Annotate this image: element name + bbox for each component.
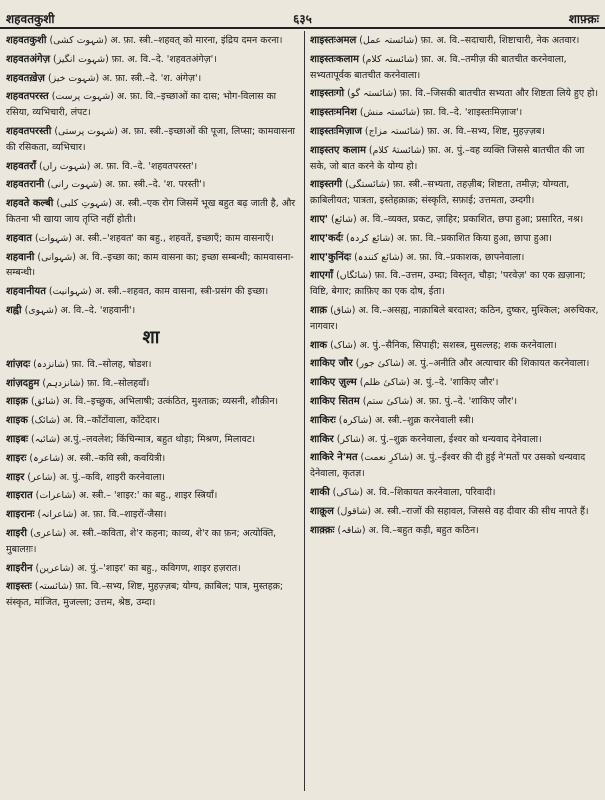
entry-headword: शाइर [6, 471, 25, 483]
entry-definition: अ. पुं.–दे. 'शाकिए जौर'। [412, 377, 499, 389]
dictionary-entry [310, 303, 600, 335]
dictionary-entry [310, 485, 600, 501]
entry-urdu-spelling: (شہوی) [24, 304, 58, 316]
entry-definition: अ. वि.–दे. 'शहवानी'। [60, 304, 136, 316]
page-number: ६३५ [293, 12, 312, 26]
entry-definition: अ.पुं.–लवलेश; किंचिन्मात्र, बहुत थोड़ा; मिश्रण, मिलावट। [63, 433, 256, 445]
dictionary-entry [6, 470, 296, 486]
entry-definition: फ़ा. वि.–उत्तम, उम्दा; विस्तृत, चौड़ा; 'परवेज़' का एक ख़ज़ाना; विष्टि, बेगार; क़ाफ़िए का एक दोष, ईता। [310, 270, 586, 298]
entry-definition: अ. स्त्री.–शहवत, काम वासना, स्त्री-प्रसंग की इच्छा। [94, 286, 269, 298]
entry-definition: अ. स्त्री.–एक रोग जिसमें भूख बहुत बढ़ जाती है, और कितना भी खाया जाय तृप्ति नहीं होती। [6, 198, 296, 225]
dictionary-entry [6, 52, 296, 68]
entry-headword: शाइस्तःमिज़ाज [310, 125, 362, 137]
entry-headword: शाइस्तःकलाम [310, 53, 359, 65]
entry-headword: शाइक [6, 415, 28, 427]
dictionary-entry [6, 250, 296, 282]
entry-definition: अ. वि.–असह्य, नाक़ाबिले बरदाश्त; कठिन, दुष्कर, मुश्किल; अरुचिकर, नागवार। [310, 304, 599, 332]
entry-definition: फ़ा. स्त्री.–सभ्यता, तहज़ीब; शिष्टता, तमीज़; योग्यता, क़ाबिलीयत; पात्रता, इस्तेहक़ाक़; संस्कृति, सफ़ाई; उत्तमता, उम्दगी। [310, 179, 570, 207]
entry-urdu-spelling: (شائستہ کلام) [361, 53, 419, 65]
dictionary-entry [6, 488, 296, 504]
entry-definition: अ. फ़ा. वि.–प्रकाशित किया हुआ, छापा हुआ। [396, 232, 552, 244]
entry-headword: शाइस्तःअमल [310, 35, 357, 46]
dictionary-entry [6, 451, 296, 467]
entry-urdu-spelling: (شائستہ مزاج) [364, 125, 425, 137]
header-rule [0, 27, 605, 29]
entry-urdu-spelling: (شاقول) [336, 505, 372, 517]
dictionary-entry [310, 177, 600, 209]
entry-definition: फ़ा. अ. वि.–सभ्य, शिष्ट, मुहज़्ज़ब। [427, 125, 545, 137]
dictionary-entry [310, 143, 600, 175]
dictionary-entry [6, 413, 296, 429]
entry-urdu-spelling: (شاق) [330, 304, 356, 316]
entry-urdu-spelling: (شاکیٔ ستم) [362, 395, 413, 407]
entry-headword: शाइरानः [6, 509, 35, 521]
entry-urdu-spelling: (شہوت راں) [39, 160, 91, 172]
entry-urdu-spelling: (شاکی) [332, 486, 363, 498]
entry-headword: शहवतराँ [6, 160, 37, 172]
entry-headword: शाकिरः [310, 414, 336, 426]
entry-urdu-spelling: (شاک) [330, 339, 357, 351]
entry-headword: शाइरी [6, 527, 27, 539]
entry-definition: फ़ा. वि.–सभ्य, शिष्ट, मुहज़्ज़ब; योग्य, क़ाबिल; पात्र, मुस्तहक़; संस्कृत, मांजित, मुजल्ला; उत्तम, श्रेष्ठ, उम्दा। [6, 581, 284, 609]
entry-urdu-spelling: (شاعری) [29, 527, 67, 539]
entry-urdu-spelling: (شائستہ عمل) [359, 35, 418, 46]
entry-definition: अ. फ़ा. स्त्री.–दे. 'श. अंगेज़'। [102, 72, 202, 84]
entry-definition: फ़ा. वि.–जिसकी बातचीत सभ्यता और शिष्टता लिये हुए हो। [399, 88, 599, 100]
entry-headword: शाकिए जौर [310, 358, 353, 370]
entry-headword: शाइरात [6, 490, 33, 502]
entry-urdu-spelling: (شہوت پرستی) [54, 125, 118, 137]
dictionary-entry [310, 394, 600, 410]
entry-definition: फ़ा. अ. वि.–तमीज़ की बातचीत करनेवाला, सभ्यतापूर्वक बातचीत करनेवाला। [310, 53, 567, 81]
entry-urdu-spelling: (شائک) [30, 415, 61, 427]
dictionary-entry [310, 52, 600, 84]
dictionary-entry [310, 432, 600, 448]
dictionary-entry [6, 231, 296, 247]
dictionary-entry [6, 177, 296, 193]
entry-urdu-spelling: (شائع کردہ) [345, 232, 394, 244]
dictionary-entry [6, 284, 296, 300]
dictionary-entry [6, 196, 296, 228]
entry-urdu-spelling: (شہوت رانی) [47, 179, 103, 191]
header-last-word: शाफ़्क़ः [568, 12, 599, 26]
entry-headword: शाए'कर्दः [310, 232, 343, 244]
dictionary-entry [6, 159, 296, 175]
dictionary-entry [310, 450, 600, 482]
dictionary-entry [6, 507, 296, 523]
dictionary-entry [6, 526, 296, 558]
dictionary-entry [310, 375, 600, 391]
entry-headword: शहवात [6, 232, 32, 244]
entry-definition: अ. वि.–काँटोंवाला, काँटेदार। [63, 415, 160, 427]
dictionary-entry [310, 33, 600, 49]
entry-urdu-spelling: (شہوانی) [37, 251, 76, 263]
entry-urdu-spelling: (شہوت انگیز) [53, 53, 109, 65]
entry-headword: शाकिर [310, 433, 334, 445]
entry-headword: शहवतपरस्ती [6, 125, 52, 137]
entry-headword: शाकिए सितम [310, 395, 360, 407]
entry-urdu-spelling: (شہوت کشی) [49, 35, 108, 46]
entry-definition: अ. स्त्री.– 'शाइर:' का बहु., शाइर स्त्रियाँ। [78, 490, 218, 502]
dictionary-entry [6, 124, 296, 156]
entry-urdu-spelling: (شہوات) [34, 232, 72, 244]
entry-urdu-spelling: (شائستگی) [345, 179, 390, 191]
entry-urdu-spelling: (شاکرہ) [338, 414, 372, 426]
entry-urdu-spelling: (شاکیٔ جور) [355, 358, 405, 370]
entry-urdu-spelling: (شاکر) [336, 433, 365, 445]
entry-headword: शाए'कुनिंदः [310, 251, 352, 263]
column-divider [304, 31, 305, 791]
entry-headword: शाकिरे ने'मत [310, 452, 358, 464]
dictionary-entry [310, 105, 600, 121]
entry-headword: शाक़ूल [310, 505, 334, 517]
entry-urdu-spelling: (شاقہ) [337, 524, 366, 536]
entry-headword: शाइस्तए कलाम [310, 144, 366, 156]
entry-urdu-spelling: (شائع کنندہ) [354, 251, 404, 263]
entry-definition: अ. फ़ा. स्त्री.–दे. 'श. परस्ती'। [105, 179, 206, 191]
entry-definition: अ. स्त्री.–कविता, शे'र कहना; काव्य, शे'र का फ़न; अत्योक्ति, मुबालग़ः। [6, 527, 277, 555]
entry-headword: शांज़दः [6, 358, 31, 370]
entry-definition: अ. स्त्री.–शुक्र करनेवाली स्त्री। [374, 414, 474, 426]
dictionary-entry [310, 504, 600, 520]
entry-definition: अ. वि.–व्यक्त, प्रकट, ज़ाहिर; प्रकाशित, छपा हुआ; प्रसारित, नश्र। [359, 213, 584, 225]
dictionary-entry [310, 413, 600, 429]
entry-headword: शह्वी [6, 304, 22, 316]
entry-definition: अ. वि.–इच्छुक, अभिलाषी; उत्कंठित, मुश्ताक़; व्यसनी, शौक़ीन। [62, 396, 279, 408]
dictionary-entry [6, 561, 296, 577]
entry-urdu-spelling: (شہوت خیز) [47, 72, 100, 84]
dictionary-entry [6, 33, 296, 49]
entry-definition: फ़ा. वि.–दे. 'शाइस्तःमिज़ाज'। [422, 107, 523, 119]
dictionary-entry [310, 250, 600, 266]
dictionary-entry [310, 338, 600, 354]
entry-urdu-spelling: (شائگاں) [336, 270, 372, 282]
header-first-word: शहवतकुशी [6, 12, 55, 26]
entry-headword: शाइस्तःमनिश [310, 107, 357, 119]
entry-headword: शांज़दहुम [6, 377, 40, 389]
entry-definition: अ. वि.–बहुत कड़ी, बहुत कठिन। [368, 524, 479, 536]
entry-headword: शाइस्तः [6, 581, 32, 593]
dictionary-entry [6, 394, 296, 410]
entry-headword: शाइरः [6, 452, 27, 464]
entry-definition: अ. स्त्री.–राजों की सहावल, जिससे वह दीवार की सीध नापते हैं। [374, 505, 589, 517]
entry-urdu-spelling: (شاعرین) [35, 562, 75, 574]
entry-definition: फ़ा. अ. वि.–सदाचारी, शिष्टाचारी, नेक अतवार। [420, 35, 580, 46]
entry-headword: शाक़ [310, 304, 328, 316]
entry-urdu-spelling: (شہوتِ کلبی) [56, 198, 112, 210]
dictionary-entry [6, 89, 296, 121]
entry-definition: अ. फ़ा. वि.–शाइरों-जैसा। [80, 509, 167, 521]
entry-headword: शाक़्क़ः [310, 524, 335, 536]
entry-headword: शाकिए ज़ुल्म [310, 377, 357, 389]
entry-definition: अ. फ़ा. वि.–प्रकाशक, छापनेवाला। [406, 251, 525, 263]
entry-headword: शहवतअंगेज़ [6, 53, 51, 65]
entry-definition: अ. फ़ा. पुं.–दे. 'शाकिए जौर'। [415, 395, 518, 407]
dictionary-entry [310, 86, 600, 102]
entry-urdu-spelling: (شائستہ گو) [347, 88, 397, 100]
entry-headword: शहवते कल्बी [6, 198, 54, 210]
entry-urdu-spelling: (شائستۂ کلام) [368, 144, 426, 156]
dictionary-entry [310, 124, 600, 140]
entry-urdu-spelling: (شاکرِ نعمت) [360, 452, 413, 464]
entry-urdu-spelling: (شانزدہ) [33, 358, 69, 370]
section-heading: शा [142, 326, 160, 348]
dictionary-entry [6, 357, 296, 373]
dictionary-entry [6, 303, 296, 319]
entry-definition: अ. फ़ा. वि.–दे. 'शहवतपरस्त'। [93, 160, 198, 172]
entry-definition: अ. पुं.–सैनिक, सिपाही; सशस्त्र, मुसल्लह; शक करनेवाला। [359, 339, 557, 351]
dictionary-entry [6, 376, 296, 392]
entry-headword: शाएगाँ [310, 270, 334, 282]
entry-definition: फ़ा. अ. पुं.–वह व्यक्ति जिससे बातचीत की जा सके, जो बात करने के योग्य हो। [310, 144, 585, 172]
dictionary-entry [310, 231, 600, 247]
entry-urdu-spelling: (شائع) [330, 213, 357, 225]
entry-definition: अ. पुं.–ईश्वर की दी हुई ने'मतों पर उसको धन्यवाद देनेवाला, कृतज्ञ। [310, 452, 586, 480]
dictionary-entry [6, 579, 296, 611]
entry-urdu-spelling: (شاعرانہ) [37, 509, 78, 521]
entry-urdu-spelling: (شاکیٔ ظلم) [359, 377, 410, 389]
entry-definition: अ. पुं.–शुक्र करनेवाला, ईश्वर को धन्यवाद देनेवाला। [367, 433, 542, 445]
entry-definition: अ. पुं.–कवि, शाइरी करनेवाला। [59, 471, 165, 483]
entry-definition: अ. वि.–इच्छा का; काम वासना का; इच्छा सम्बन्धी; कामवासना-सम्बन्धी। [6, 251, 294, 279]
entry-definition: अ. वि.–शिकायत करनेवाला, परिवादी। [365, 486, 496, 498]
entry-headword: शहवतख़ेज़ [6, 72, 45, 84]
entry-headword: शहवतपरस्त [6, 91, 49, 103]
entry-urdu-spelling: (شاعرات) [35, 490, 76, 502]
left-column [6, 33, 296, 614]
entry-urdu-spelling: (شاعرہ) [29, 452, 64, 464]
entry-definition: अ. फ़ा. स्त्री.–इच्छाओं की पूजा, लिप्सा; कामवासना की रसिकता, व्यभिचार। [6, 125, 295, 153]
entry-headword: शहवानी [6, 251, 35, 263]
entry-headword: शाइरीन [6, 562, 33, 574]
entry-definition: अ. फ़ा. स्त्री.–शहवत् को मारना, इंद्रिय दमन करना। [110, 35, 283, 46]
entry-definition: अ. स्त्री.–'शहवत' का बहु., शहवतें, इच्छाएँ; काम वासनाएँ। [74, 232, 274, 244]
entry-urdu-spelling: (شائق) [30, 396, 60, 408]
dictionary-entry [310, 523, 600, 539]
entry-headword: शहवानीयत [6, 286, 46, 298]
entry-headword: शाइस्तगी [310, 179, 343, 191]
entry-definition: अ. पुं.–अनीति और अत्याचार की शिकायत करनेवाला। [407, 358, 590, 370]
entry-definition: अ. स्त्री.–कवि स्त्री, कवयित्री। [66, 452, 166, 464]
entry-headword: शाइबः [6, 433, 29, 445]
entry-definition: फ़ा. अ. वि.–दे. 'शहवतअंगेज़'। [111, 53, 217, 65]
entry-headword: शहवतकुशी [6, 35, 47, 46]
dictionary-entry [6, 432, 296, 448]
dictionary-entry [310, 212, 600, 228]
entry-headword: शाकी [310, 486, 330, 498]
entry-urdu-spelling: (شانزدہم) [42, 377, 85, 389]
right-column [310, 33, 600, 541]
dictionary-entry [6, 71, 296, 87]
entry-definition: फ़ा. वि.–सोलह, षोडश। [71, 358, 152, 370]
entry-urdu-spelling: (شہوت پرست) [51, 91, 114, 103]
entry-headword: शाइस्तःगो [310, 88, 345, 100]
entry-urdu-spelling: (شائستہ) [34, 581, 73, 593]
entry-urdu-spelling: (شائستہ منش) [359, 107, 420, 119]
entry-definition: अ. पुं.–'शाइर' का बहु., कविगण, शाइर हज़रात। [77, 562, 241, 574]
entry-urdu-spelling: (شائبہ) [31, 433, 61, 445]
entry-headword: शहवतरानी [6, 179, 45, 191]
entry-definition: फ़ा. वि.–सोलहवाँ। [87, 377, 150, 389]
entry-urdu-spelling: (شاعر) [27, 471, 57, 483]
entry-urdu-spelling: (شہوانیت) [48, 286, 92, 298]
dictionary-entry [310, 356, 600, 372]
entry-headword: शाक [310, 339, 328, 351]
entry-headword: शाए' [310, 213, 328, 225]
dictionary-entry [310, 268, 600, 300]
entry-definition: अ. फ़ा. वि.–इच्छाओं का दास; भोग-विलास का रसिया, व्यभिचारी, लंपट। [6, 91, 277, 119]
entry-headword: शाइक़ [6, 396, 28, 408]
